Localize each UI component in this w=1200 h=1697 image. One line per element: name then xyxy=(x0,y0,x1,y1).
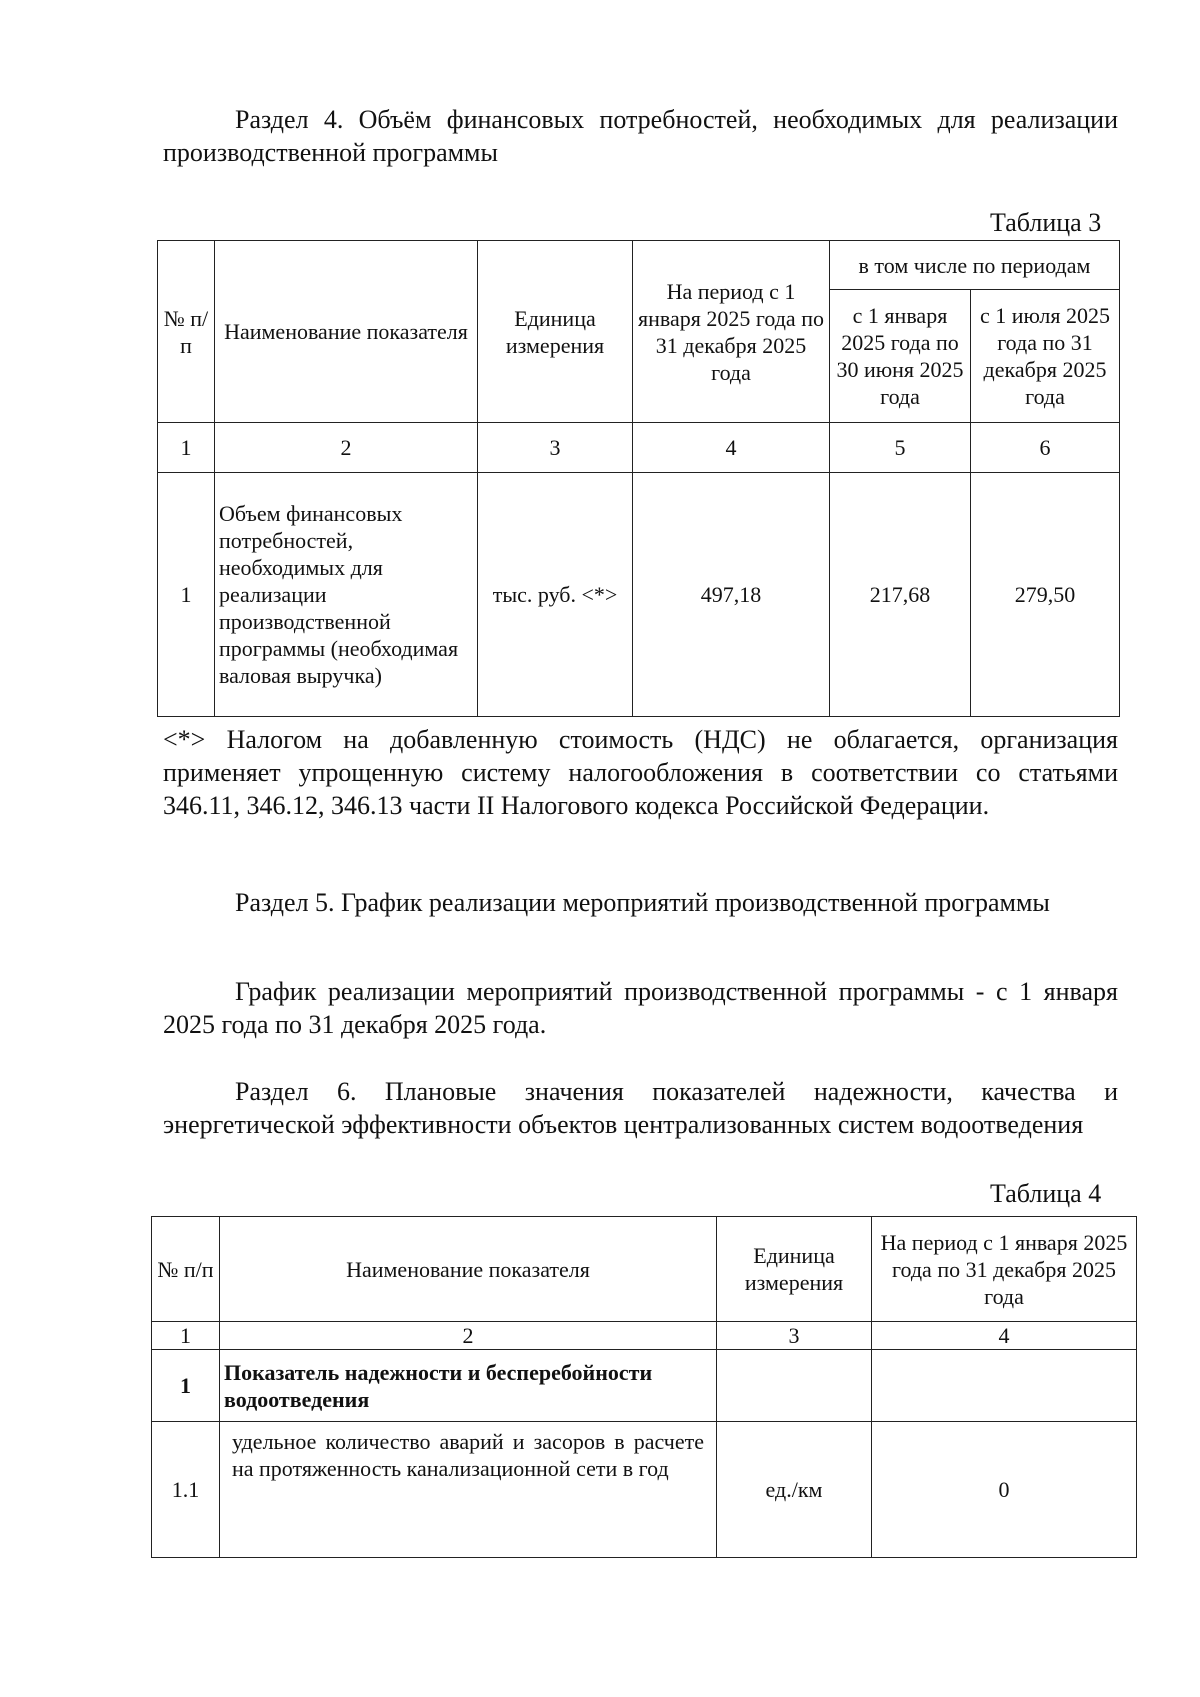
table-3 xyxy=(157,240,1120,717)
row-value: 0 xyxy=(872,1422,1137,1558)
section-4-heading-text: Раздел 4. Объём финансовых потребностей, необходимых для реализации производственной программы xyxy=(163,105,1118,167)
header-subperiod-2: с 1 июля 2025 года по 31 декабря 2025 года xyxy=(971,290,1120,423)
section-5-heading-text: Раздел 5. График реализации мероприятий производственной программы xyxy=(235,888,1050,917)
header-name: Наименование показателя xyxy=(220,1217,717,1322)
column-number: 5 xyxy=(830,423,971,473)
section-5-heading xyxy=(163,886,1118,919)
header-num: № п/п xyxy=(152,1217,220,1322)
section-6-heading xyxy=(163,1075,1118,1141)
header-subperiods-group: в том числе по периодам xyxy=(830,241,1120,290)
group-row xyxy=(152,1350,1137,1422)
row-unit: ед./км xyxy=(717,1422,872,1558)
row-total: 497,18 xyxy=(633,473,830,717)
column-number-row xyxy=(158,423,1120,473)
row-name: Объем финансовых потребностей, необходимых для реализации производственной программы (необходимая валовая выручка) xyxy=(215,473,478,717)
section-5-text-body: График реализации мероприятий производственной программы - с 1 января 2025 года по 31 декабря 2025 года. xyxy=(163,977,1118,1039)
row-first-half: 217,68 xyxy=(830,473,971,717)
group-name: Показатель надежности и бесперебойности водоотведения xyxy=(220,1350,717,1422)
column-number: 3 xyxy=(478,423,633,473)
row-num: 1 xyxy=(158,473,215,717)
row-unit: тыс. руб. <*> xyxy=(478,473,633,717)
table-row xyxy=(152,1422,1137,1558)
section-6-heading-text: Раздел 6. Плановые значения показателей надежности, качества и энергетической эффективности объектов централизованных систем водоотведения xyxy=(163,1077,1118,1139)
column-number: 2 xyxy=(215,423,478,473)
column-number: 3 xyxy=(717,1322,872,1350)
header-period: На период с 1 января 2025 года по 31 декабря 2025 года xyxy=(872,1217,1137,1322)
row-second-half: 279,50 xyxy=(971,473,1120,717)
row-name: удельное количество аварий и засоров в расчете на протяженность канализационной сети в год xyxy=(220,1422,717,1558)
header-unit: Единица измерения xyxy=(717,1217,872,1322)
header-unit: Единица измерения xyxy=(478,241,633,423)
footnote: <*> Налогом на добавленную стоимость (НДС) не облагается, организация применяет упрощенную систему налогообложения в соответствии со статьями 346.11, 346.12, 346.13 части II Налогового кодекса Российской Федерации. xyxy=(163,725,1118,820)
column-number: 4 xyxy=(872,1322,1137,1350)
table-4-caption: Таблица 4 xyxy=(990,1179,1102,1208)
column-number: 4 xyxy=(633,423,830,473)
header-period: На период с 1 января 2025 года по 31 декабря 2025 года xyxy=(633,241,830,423)
header-subperiod-1: с 1 января 2025 года по 30 июня 2025 года xyxy=(830,290,971,423)
column-number: 1 xyxy=(152,1322,220,1350)
row-num: 1.1 xyxy=(152,1422,220,1558)
group-unit xyxy=(717,1350,872,1422)
group-value xyxy=(872,1350,1137,1422)
column-number-row xyxy=(152,1322,1137,1350)
group-num: 1 xyxy=(152,1350,220,1422)
column-number: 2 xyxy=(220,1322,717,1350)
header-name: Наименование показателя xyxy=(215,241,478,423)
section-4-heading xyxy=(163,103,1118,169)
column-number: 6 xyxy=(971,423,1120,473)
column-number: 1 xyxy=(158,423,215,473)
header-num: № п/п xyxy=(158,241,215,423)
section-5-text xyxy=(163,975,1118,1041)
table-row xyxy=(158,473,1120,717)
table-4 xyxy=(151,1216,1137,1558)
table-3-caption: Таблица 3 xyxy=(990,208,1102,237)
